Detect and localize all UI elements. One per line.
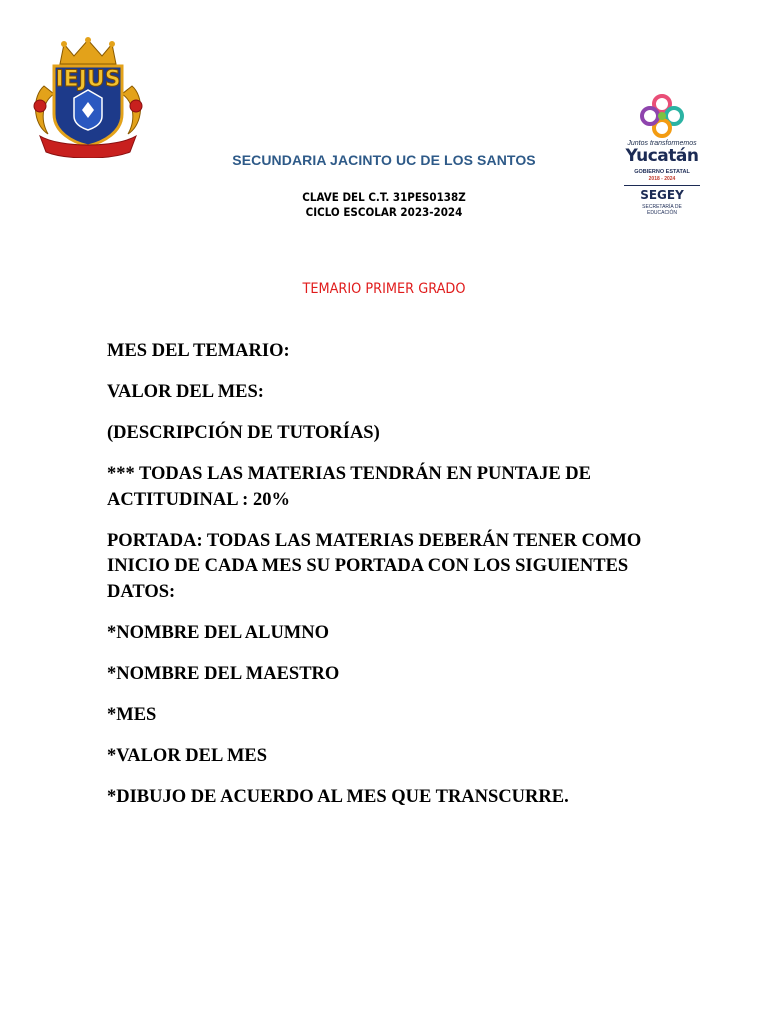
gov-brand: Yucatán [625, 146, 699, 166]
body-line-drawing: *DIBUJO DE ACUERDO AL MES QUE TRANSCURRE. [107, 786, 569, 807]
gov-tagline: Juntos transformemos [627, 140, 697, 147]
gov-subtitle: GOBIERNO ESTATAL [634, 169, 690, 175]
school-cycle: CICLO ESCOLAR 2023-2024 [305, 205, 463, 219]
body-line-cover: PORTADA: TODAS LAS MATERIAS DEBERÁN TENER COMO INICIO DE CADA MES SU PORTADA CON LOS SIGUIENTES DATOS: [107, 530, 642, 602]
body-line-month-value: *VALOR DEL MES [107, 745, 268, 766]
document-body [107, 339, 687, 826]
body-line-attitudinal: *** TODAS LAS MATERIAS TENDRÁN EN PUNTAJE DE ACTITUDINAL : 20% [107, 464, 591, 510]
body-line-value: VALOR DEL MES: [107, 382, 264, 402]
gov-years: 2018 - 2024 [648, 176, 676, 182]
school-clave: CLAVE DEL C.T. 31PES0138Z [302, 190, 466, 204]
segey-subtitle: SECRETARÍA DE EDUCACIÓN [642, 204, 682, 216]
crest-text: IEJUS [55, 67, 121, 92]
body-line-mes: *MES [107, 704, 157, 725]
body-line-teacher-name: *NOMBRE DEL MAESTRO [107, 663, 340, 684]
body-line-tutoring: (DESCRIPCIÓN DE TUTORÍAS) [107, 423, 380, 443]
gov-divider [624, 185, 700, 186]
body-line-student-name: *NOMBRE DEL ALUMNO [107, 622, 330, 643]
segey-label: SEGEY [640, 188, 684, 202]
body-line-month: MES DEL TEMARIO: [107, 341, 290, 361]
iejus-crest-logo [30, 36, 146, 158]
yucatan-flower-icon [640, 94, 684, 138]
document-title: TEMARIO PRIMER GRADO [302, 281, 466, 297]
school-name: SECUNDARIA JACINTO UC DE LOS SANTOS [232, 152, 536, 168]
